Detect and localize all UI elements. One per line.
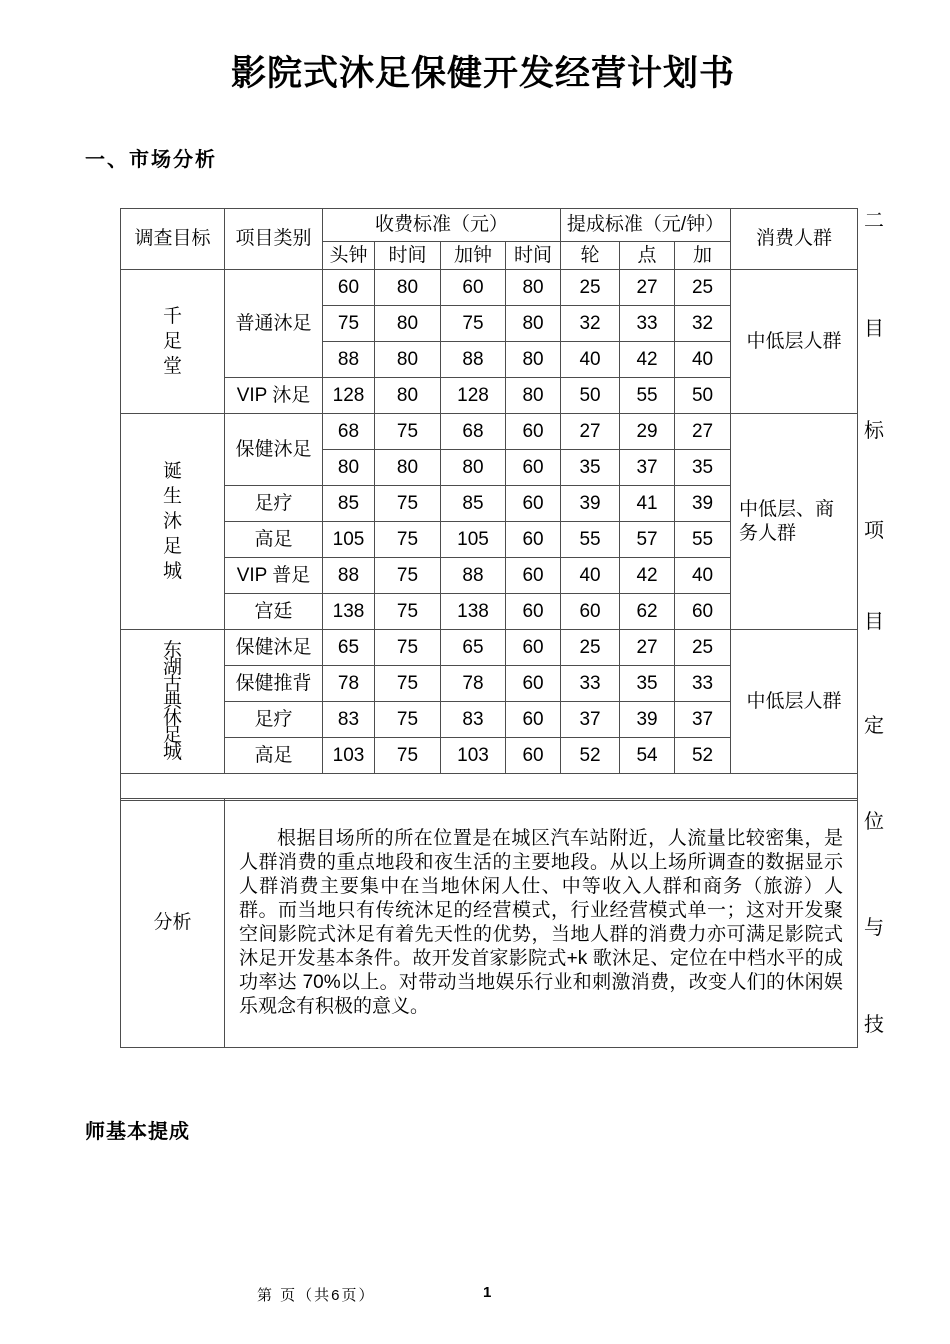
value-cell: 68 [323,414,375,450]
value-cell: 80 [506,378,561,414]
analysis-table [120,798,858,1048]
value-cell: 80 [375,378,441,414]
empty-row [121,774,858,801]
value-cell: 138 [441,594,506,630]
value-cell: 65 [441,630,506,666]
value-cell: 80 [441,450,506,486]
value-cell: 42 [620,558,675,594]
category-cell: 高足 [225,522,323,558]
value-cell: 75 [375,702,441,738]
value-cell: 75 [375,522,441,558]
header-time-1: 时间 [375,242,441,270]
value-cell: 60 [506,594,561,630]
value-cell: 80 [506,342,561,378]
category-cell: 保健沐足 [225,414,323,486]
header-commission-standard: 提成标准（元/钟） [561,209,731,242]
value-cell: 75 [375,558,441,594]
value-cell: 83 [323,702,375,738]
value-cell: 75 [375,486,441,522]
value-cell: 40 [675,558,731,594]
side-heading-char: 定 [864,715,884,737]
value-cell: 60 [323,270,375,306]
survey-target-cell [121,414,225,630]
value-cell: 29 [620,414,675,450]
section-heading-market-analysis: 一、市场分析 [85,149,217,171]
side-heading-vertical [864,0,890,1344]
analysis-label-cell: 分析 [121,799,225,1048]
value-cell: 60 [506,558,561,594]
analysis-row [121,799,858,1048]
value-cell: 60 [441,270,506,306]
value-cell: 40 [561,558,620,594]
value-cell: 37 [561,702,620,738]
value-cell: 32 [561,306,620,342]
side-heading-char: 标 [864,420,884,442]
value-cell: 35 [561,450,620,486]
value-cell: 39 [561,486,620,522]
category-cell: 足疗 [225,486,323,522]
header-project-category: 项目类别 [225,209,323,270]
header-charge-standard: 收费标准（元） [323,209,561,242]
header-extra-clock: 加钟 [441,242,506,270]
value-cell: 128 [323,378,375,414]
value-cell: 128 [441,378,506,414]
table-row [121,270,858,306]
survey-target-label: 千足堂 [162,306,182,377]
value-cell: 80 [375,306,441,342]
analysis-text-cell [225,799,858,1048]
side-heading-char: 二 [864,210,884,232]
value-cell: 80 [375,270,441,306]
value-cell: 65 [323,630,375,666]
value-cell: 105 [441,522,506,558]
consumer-group-cell: 中低层、商务人群 [731,414,858,630]
empty-cell [121,774,858,801]
value-cell: 27 [620,630,675,666]
value-cell: 37 [675,702,731,738]
header-consumer-group: 消费人群 [731,209,858,270]
value-cell: 138 [323,594,375,630]
header-time-2: 时间 [506,242,561,270]
value-cell: 60 [506,486,561,522]
value-cell: 41 [620,486,675,522]
analysis-table-wrap [120,798,857,1048]
category-cell: VIP 沐足 [225,378,323,414]
value-cell: 85 [441,486,506,522]
value-cell: 60 [506,630,561,666]
value-cell: 25 [675,630,731,666]
value-cell: 88 [441,342,506,378]
value-cell: 35 [620,666,675,702]
value-cell: 25 [561,270,620,306]
category-cell: 高足 [225,738,323,774]
value-cell: 27 [620,270,675,306]
value-cell: 88 [323,342,375,378]
survey-target-label: 东湖古典休足城 [162,640,182,763]
value-cell: 88 [323,558,375,594]
value-cell: 75 [375,666,441,702]
value-cell: 37 [620,450,675,486]
market-survey-table [120,208,858,801]
side-heading-char: 目 [864,318,884,340]
footer-page-label: 第 页（共6页） [257,1287,376,1304]
value-cell: 75 [323,306,375,342]
value-cell: 54 [620,738,675,774]
header-round: 轮 [561,242,620,270]
value-cell: 39 [620,702,675,738]
value-cell: 60 [506,522,561,558]
value-cell: 25 [675,270,731,306]
value-cell: 40 [675,342,731,378]
side-heading-char: 技 [864,1014,884,1036]
value-cell: 50 [561,378,620,414]
value-cell: 60 [506,738,561,774]
value-cell: 80 [506,270,561,306]
value-cell: 39 [675,486,731,522]
value-cell: 60 [506,666,561,702]
value-cell: 78 [323,666,375,702]
value-cell: 80 [323,450,375,486]
value-cell: 60 [506,450,561,486]
value-cell: 103 [323,738,375,774]
table-row [121,630,858,666]
value-cell: 33 [620,306,675,342]
value-cell: 42 [620,342,675,378]
value-cell: 105 [323,522,375,558]
survey-target-cell [121,270,225,414]
value-cell: 27 [561,414,620,450]
header-point: 点 [620,242,675,270]
category-cell: VIP 普足 [225,558,323,594]
consumer-group-cell: 中低层人群 [731,630,858,774]
value-cell: 27 [675,414,731,450]
value-cell: 80 [375,342,441,378]
analysis-paragraph: 根据目场所的所在位置是在城区汽车站附近，人流量比较密集，是人群消费的重点地段和夜生活的主要地段。从以上场所调查的数据显示人群消费主要集中在当地休闲人仕、中等收入人群和商务（旅游）人群。而当地只有传统沐足的经营模式，行业经营模式单一；这对开发聚空间影院式沐足有着先天性的优势，当地人群的消费力亦可满足影院式沐足开发基本条件。故开发首家影院式+k 歌沐足、定位在中档水平的成功率达 70%以上。对带动当地娱乐行业和刺激消费，改变人们的休闲娱乐观念有积极的意义。 [239,828,843,1017]
value-cell: 60 [506,414,561,450]
value-cell: 103 [441,738,506,774]
consumer-group-cell: 中低层人群 [731,270,858,414]
value-cell: 75 [375,738,441,774]
header-add: 加 [675,242,731,270]
side-heading-char: 目 [864,611,884,633]
document-title: 影院式沐足保健开发经营计划书 [230,54,735,93]
value-cell: 78 [441,666,506,702]
value-cell: 55 [561,522,620,558]
value-cell: 55 [620,378,675,414]
category-cell: 保健沐足 [225,630,323,666]
header-first-clock: 头钟 [323,242,375,270]
footer-page-number: 1 [483,1284,492,1301]
value-cell: 80 [506,306,561,342]
value-cell: 75 [375,594,441,630]
survey-target-cell [121,630,225,774]
value-cell: 60 [506,702,561,738]
value-cell: 50 [675,378,731,414]
value-cell: 60 [675,594,731,630]
category-cell: 宫廷 [225,594,323,630]
table-header-row-1 [121,209,858,242]
value-cell: 88 [441,558,506,594]
value-cell: 62 [620,594,675,630]
survey-target-label: 诞生沐足城 [162,461,182,582]
value-cell: 75 [375,630,441,666]
category-cell: 保健推背 [225,666,323,702]
value-cell: 25 [561,630,620,666]
value-cell: 33 [561,666,620,702]
value-cell: 75 [441,306,506,342]
value-cell: 35 [675,450,731,486]
value-cell: 83 [441,702,506,738]
table-row [121,414,858,450]
value-cell: 52 [675,738,731,774]
value-cell: 40 [561,342,620,378]
value-cell: 57 [620,522,675,558]
category-cell: 足疗 [225,702,323,738]
header-survey-target: 调查目标 [121,209,225,270]
value-cell: 85 [323,486,375,522]
value-cell: 52 [561,738,620,774]
section-heading-continued: 师基本提成 [85,1121,190,1143]
side-heading-char: 位 [864,811,884,833]
market-survey-table-wrap [120,208,857,801]
value-cell: 55 [675,522,731,558]
value-cell: 60 [561,594,620,630]
value-cell: 68 [441,414,506,450]
category-cell: 普通沐足 [225,270,323,378]
side-heading-char: 与 [864,917,884,939]
side-heading-char: 项 [864,520,884,542]
value-cell: 33 [675,666,731,702]
value-cell: 32 [675,306,731,342]
value-cell: 75 [375,414,441,450]
value-cell: 80 [375,450,441,486]
